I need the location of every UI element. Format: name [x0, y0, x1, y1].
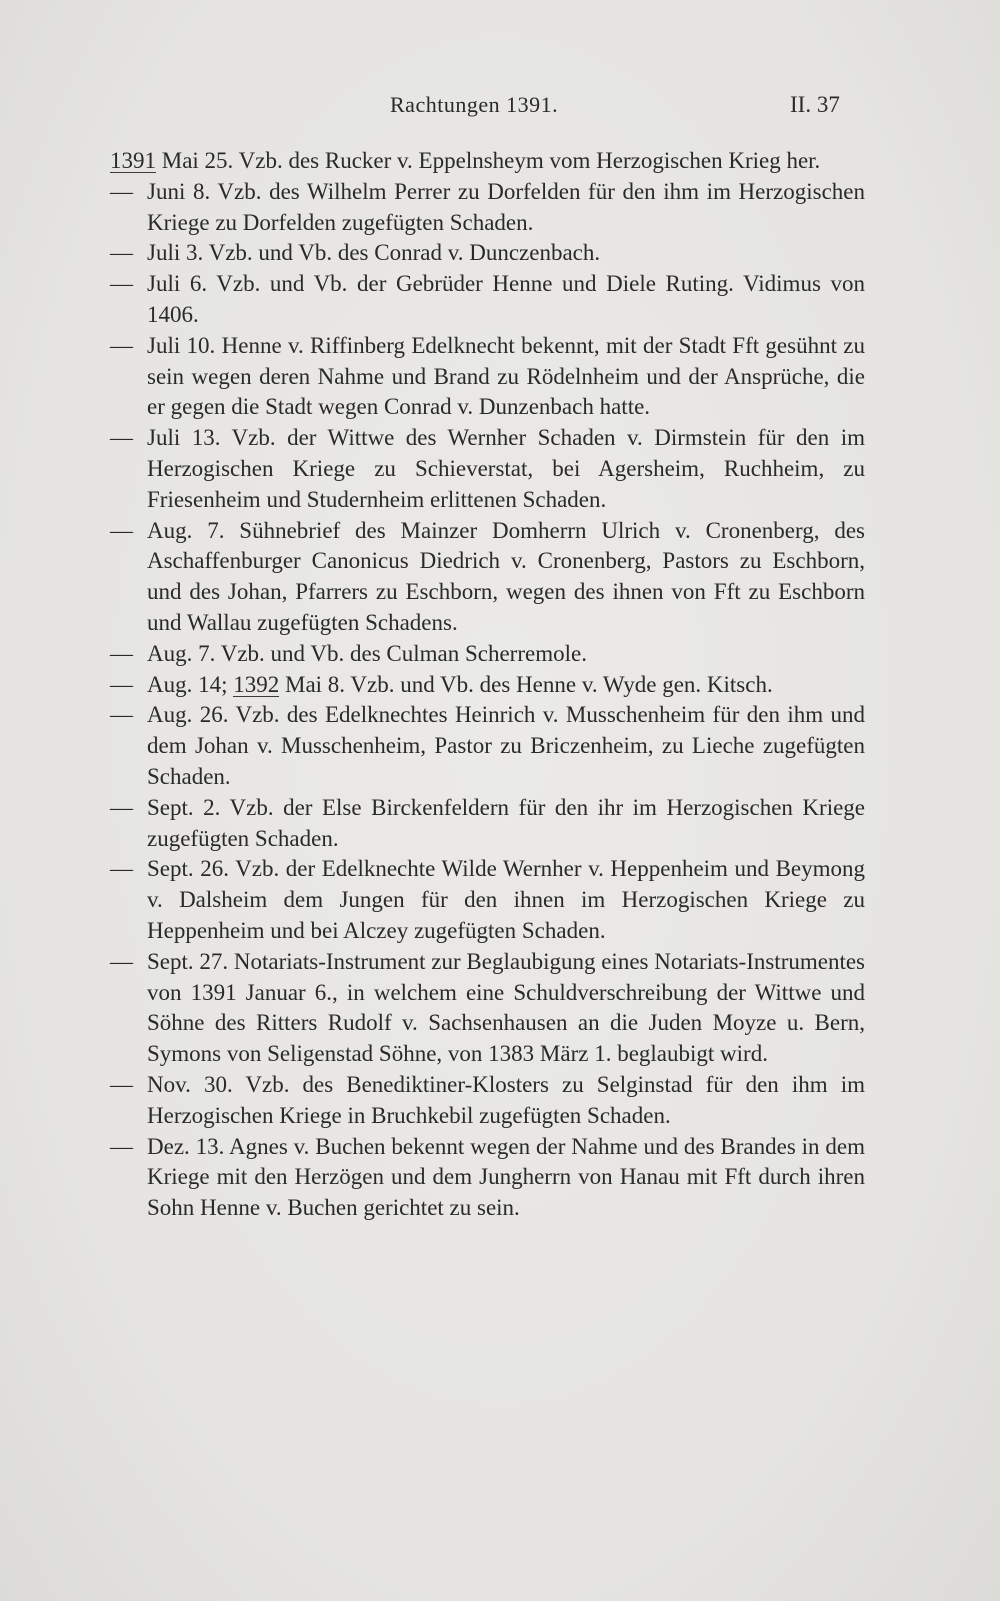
entry-text: Vzb. des Wilhelm Perrer zu Dorfelden für den ihm im Herzogischen Kriege zu Dorfelden zugefügten Schaden.	[147, 178, 866, 235]
page-header	[0, 92, 1000, 122]
entry-date: Sept. 27.	[147, 948, 229, 974]
entry-dash: —	[110, 517, 133, 543]
entry-text: Vzb. des Edelknechtes Heinrich v. Musschenheim für den ihm und dem Johan v. Musschenheim, Pastor zu Briczenheim, zu Lieche zugefügten Schaden.	[147, 702, 865, 789]
entry-dash: —	[110, 856, 133, 882]
list-item	[110, 331, 865, 423]
entry-date: Juli 6.	[147, 271, 208, 297]
entry-text: Vzb. und Vb. des Conrad v. Dunczenbach.	[208, 240, 601, 266]
page-number: II. 37	[790, 92, 840, 117]
list-item	[110, 177, 865, 239]
entry-text: Henne v. Riffinberg Edelknecht bekennt, mit der Stadt Fft gesühnt zu sein wegen deren Nahme und Brand zu Rödelnheim und der Ansprüche, die er gegen die Stadt wegen Conrad v. Dunzenbach hatte.	[147, 332, 866, 420]
list-item	[110, 947, 865, 1070]
running-title: Rachtungen 1391.	[390, 92, 559, 117]
entry-date: Aug. 14;	[147, 671, 228, 697]
entry-text: Agnes v. Buchen bekennt wegen der Nahme und des Brandes in dem Kriege mit den Herzögen und dem Jungherrn von Hanau mit Fft durch ihren Sohn Henne v. Buchen gerichtet zu sein.	[147, 1133, 866, 1221]
list-item	[110, 423, 865, 515]
entry-date: Nov. 30.	[147, 1071, 233, 1097]
entry-date: Aug. 7.	[147, 517, 225, 543]
entry-text: Vzb. der Wittwe des Wernher Schaden v. Dirmstein für den im Herzogischen Kriege zu Schieverstat, bei Agersheim, Ruchheim, zu Friesenheim und Studernheim erlittenen Schaden.	[147, 425, 865, 512]
entry-dash: —	[110, 948, 133, 974]
entry-dash: —	[110, 1133, 133, 1159]
list-item	[110, 793, 865, 855]
entry-dash: —	[110, 178, 133, 204]
entry-inner-year: 1392	[233, 671, 280, 697]
entry-dash: —	[110, 702, 133, 728]
entry-date: Juli 3.	[147, 240, 204, 266]
entry-year: 1391	[110, 148, 156, 173]
list-item	[110, 269, 865, 331]
entry-list	[110, 146, 865, 1224]
entry-dash: —	[110, 1071, 133, 1097]
entry-date: Sept. 26.	[147, 856, 229, 882]
entry-text: Notariats-Instrument zur Beglaubigung eines Notariats-Instrumentes von 1391 Januar 6., in welchem eine Schuldverschreibung der Wittwe und Söhne des Ritters Rudolf v. Sachsenhausen an die Juden Moyze u. Bern, Symons von Seligenstad Söhne, von 1383 März 1. beglaubigt wird.	[147, 948, 866, 1067]
entry-date: Juli 13.	[147, 425, 221, 451]
entry-date: Mai 25.	[161, 148, 234, 173]
list-item	[110, 146, 865, 177]
entry-text: Vzb. des Rucker v. Eppelnsheym vom Herzogischen Krieg her.	[238, 148, 821, 173]
entry-date: Aug. 7.	[147, 640, 216, 666]
entry-date: Juli 10.	[147, 332, 216, 358]
entry-date: Aug. 26.	[147, 702, 229, 728]
list-item	[110, 670, 865, 701]
entry-text: Vzb. der Else Birckenfeldern für den ihr im Herzogischen Kriege zugefügten Schaden.	[147, 794, 865, 851]
entry-text: Sühnebrief des Mainzer Domherrn Ulrich v. Cronenberg, des Aschaffenburger Canonicus Diedrich v. Cronenberg, Pastors zu Eschborn, und des Johan, Pfarrers zu Eschborn, wegen des ihnen von Fft zu Eschborn und Wallau zugefügten Schadens.	[147, 517, 865, 635]
entry-dash: —	[110, 332, 133, 358]
list-item	[110, 238, 865, 269]
entry-text: Vzb. und Vb. des Culman Scherremole.	[220, 640, 587, 666]
list-item	[110, 854, 865, 946]
list-item	[110, 516, 865, 639]
entry-text: Mai 8. Vzb. und Vb. des Henne v. Wyde gen. Kitsch.	[285, 671, 773, 697]
entry-date: Sept. 2.	[147, 794, 221, 820]
entry-text: Vzb. der Edelknechte Wilde Wernher v. Heppenheim und Beymong v. Dalsheim dem Jungen für den ihnen im Herzogischen Kriege zu Heppenheim und bei Alczey zugefügten Schaden.	[147, 856, 866, 943]
entry-dash: —	[110, 794, 133, 820]
entry-dash: —	[110, 640, 133, 666]
entry-text: Vzb. des Benediktiner-Klosters zu Selginstad für den ihm im Herzogischen Kriege in Bruchkebil zugefügten Schaden.	[147, 1071, 865, 1128]
entry-dash: —	[110, 240, 133, 266]
list-item	[110, 639, 865, 670]
entry-dash: —	[110, 271, 133, 297]
list-item	[110, 1132, 865, 1224]
entry-dash: —	[110, 425, 133, 451]
entry-date: Dez. 13.	[147, 1133, 225, 1159]
entry-text: Vzb. und Vb. der Gebrüder Henne und Diele Ruting. Vidimus von 1406.	[147, 271, 865, 327]
entry-date: Juni 8.	[147, 178, 211, 204]
list-item	[110, 700, 865, 792]
list-item	[110, 1070, 865, 1132]
entry-dash: —	[110, 671, 133, 697]
